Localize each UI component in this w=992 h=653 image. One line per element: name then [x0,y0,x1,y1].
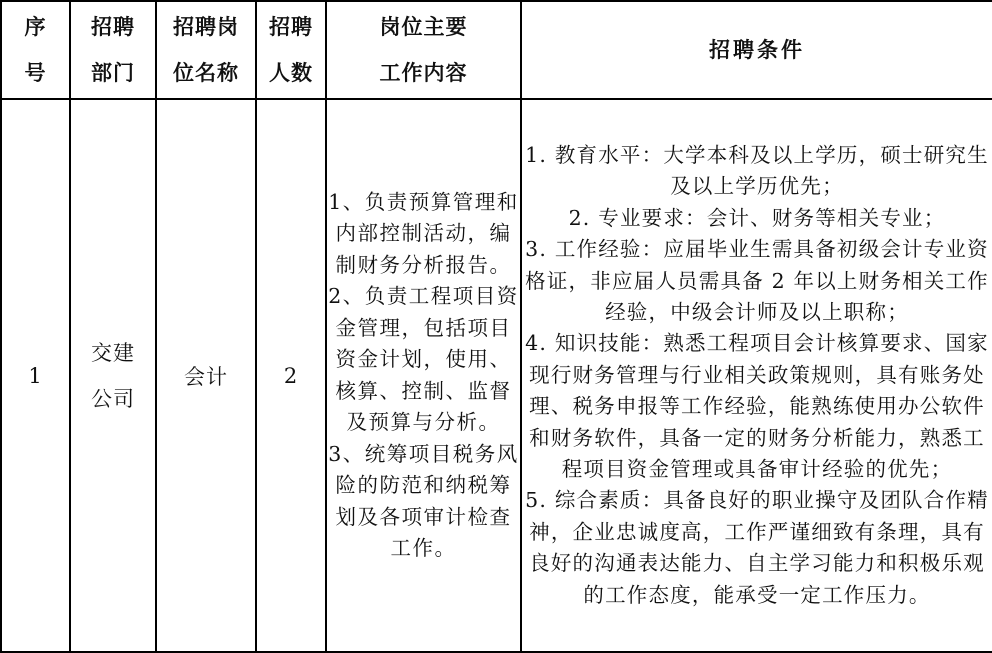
header-dept: 招聘 部门 [70,1,156,99]
requirement-item: 2. 专业要求：会计、财务等相关专业； [568,205,946,230]
header-row [1,1,992,99]
table-row [1,99,992,652]
cell-seq: 1 [1,99,70,652]
duty-item: 3、统筹项目税务风险的防范和纳税筹划及各项审计检查工作。 [328,441,519,560]
header-requirements: 招聘条件 [521,1,992,99]
duty-item: 1、负责预算管理和内部控制活动，编制财务分析报告。 [328,189,519,277]
cell-dept: 交建 公司 [70,99,156,652]
header-seq: 序 号 [1,1,70,99]
header-position: 招聘岗 位名称 [156,1,256,99]
cell-requirements [521,99,992,652]
requirement-item: 5. 综合素质：具备良好的职业操守及团队合作精神，企业忠诚度高，工作严谨细致有条理，具有良好的沟通表达能力、自主学习能力和积极乐观的工作态度，能承受一定工作压力。 [525,488,989,607]
requirement-item: 1. 教育水平：大学本科及以上学历，硕士研究生及以上学历优先； [525,142,989,199]
duty-item: 2、负责工程项目资金管理，包括项目资金计划，使用、核算、控制、监督及预算与分析。 [328,284,519,434]
cell-duties [326,99,521,652]
requirement-item: 3. 工作经验：应届毕业生需具备初级会计专业资格证，非应届人员需具备 2 年以上财务相关工作经验，中级会计师及以上职称； [525,237,989,324]
cell-count: 2 [256,99,326,652]
cell-position: 会计 [156,99,256,652]
header-duties: 岗位主要 工作内容 [326,1,521,99]
header-count: 招聘 人数 [256,1,326,99]
requirement-item: 4. 知识技能：熟悉工程项目会计核算要求、国家现行财务管理与行业相关政策规则，具有账务处理、税务申报等工作经验，能熟练使用办公软件和财务软件，具备一定的财务分析能力，熟悉工程项目资金管理或具备审计经验的优先； [525,331,989,482]
